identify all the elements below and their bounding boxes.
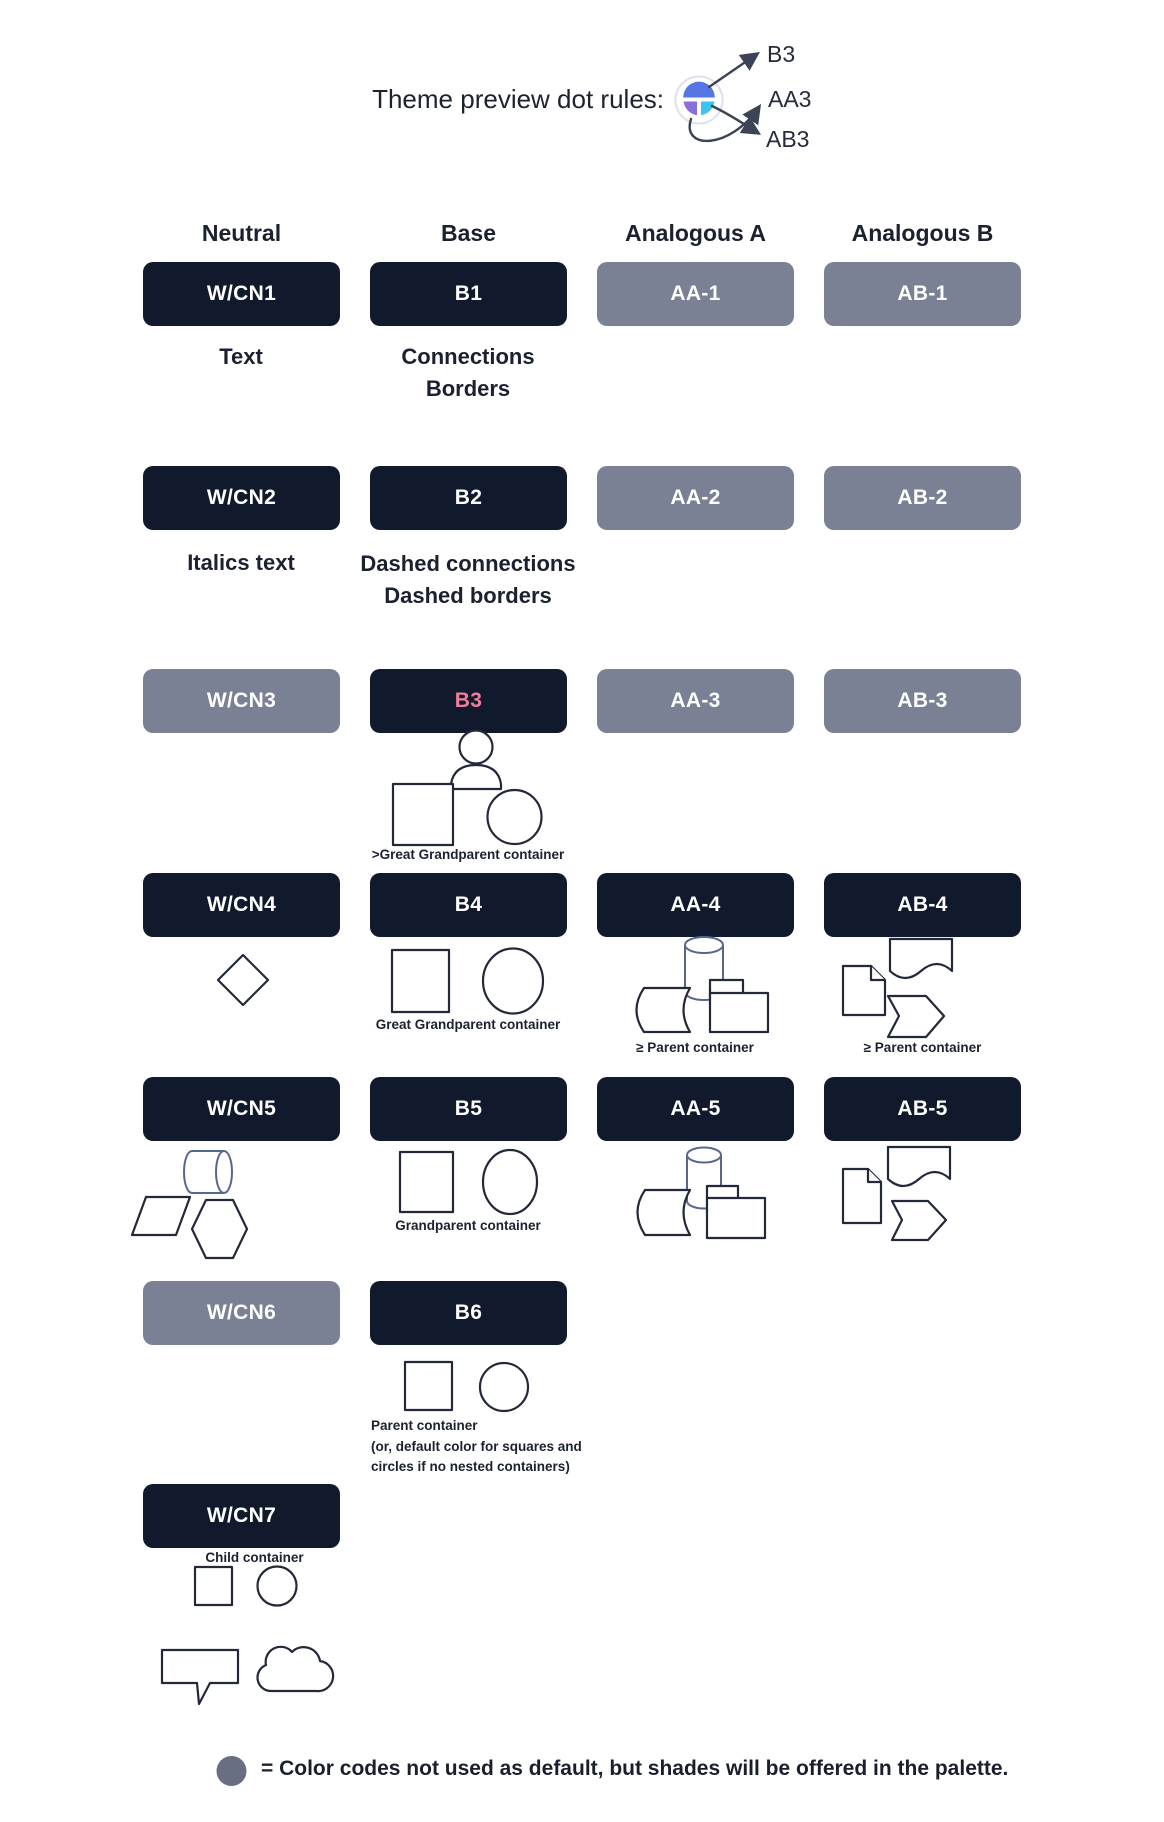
column-header-analogous-a: Analogous A — [625, 220, 766, 246]
wcn5-shape-group — [132, 1151, 247, 1258]
swatch-wcn4 — [143, 873, 340, 937]
square-shape — [400, 1152, 453, 1212]
swatch-label: W/CN1 — [206, 282, 277, 305]
theme-preview-dot-icon — [676, 77, 723, 124]
dot-target-label-b3: B3 — [767, 41, 796, 67]
circle-shape — [483, 1150, 537, 1214]
caption-b5: Grandparent container — [395, 1218, 541, 1233]
tabbed-rectangle-tab — [707, 1186, 738, 1201]
swatch-label: B4 — [454, 893, 483, 916]
b4-shape-group — [392, 949, 543, 1014]
caption-b4: Great Grandparent container — [375, 1017, 561, 1032]
square-shape — [392, 950, 449, 1012]
square-shape — [195, 1567, 232, 1605]
swatch-ab5 — [824, 1077, 1021, 1141]
swatch-label: AA-3 — [670, 689, 721, 712]
stored-data-shape — [638, 1190, 691, 1235]
swatch-wcn6 — [143, 1281, 340, 1345]
swatch-aa2 — [597, 466, 794, 530]
square-shape — [393, 784, 453, 845]
swatch-ab2 — [824, 466, 1021, 530]
swatch-label: B1 — [454, 282, 483, 305]
swatch-label: AA-5 — [670, 1097, 721, 1120]
circle-shape — [488, 790, 542, 844]
swatch-b3 — [370, 669, 567, 733]
caption-wcn2: Italics text — [187, 550, 295, 575]
tabbed-rectangle-shape — [710, 993, 768, 1032]
b5-shape-group — [400, 1150, 537, 1214]
hexagon-shape — [192, 1200, 247, 1258]
swatch-label: AA-1 — [670, 282, 721, 305]
b3-shape-group — [393, 731, 542, 846]
diamond-shape — [218, 955, 268, 1005]
aa4-shape-group — [637, 937, 769, 1032]
swatch-ab4 — [824, 873, 1021, 937]
swatch-wcn2 — [143, 466, 340, 530]
swatch-label: W/CN2 — [206, 486, 277, 509]
swatch-wcn1 — [143, 262, 340, 326]
caption-wcn7: Child container — [205, 1550, 304, 1565]
swatch-label: B2 — [454, 486, 483, 509]
document-shape — [843, 966, 885, 1015]
swatch-label: W/CN4 — [206, 893, 277, 916]
legend-dot-icon — [217, 1756, 247, 1786]
swatch-aa5 — [597, 1077, 794, 1141]
dot-rule-arrows — [690, 54, 759, 141]
page-title: Theme preview dot rules: — [372, 84, 664, 114]
person-head-icon — [460, 731, 493, 764]
column-header-neutral: Neutral — [201, 220, 282, 246]
caption-b2-line1: Dashed connections — [360, 551, 576, 576]
swatch-wcn7 — [143, 1484, 340, 1548]
person-icon — [451, 765, 501, 789]
caption-ab4: ≥ Parent container — [863, 1040, 982, 1055]
ab5-shape-group — [843, 1147, 950, 1240]
caption-b2-line2: Dashed borders — [384, 583, 552, 608]
stored-data-shape — [637, 988, 691, 1032]
swatch-aa4 — [597, 873, 794, 937]
tabbed-rectangle-shape — [707, 1198, 765, 1238]
tabbed-rectangle-tab — [710, 980, 743, 996]
document-shape — [843, 1169, 881, 1223]
caption-b3: >Great Grandparent container — [371, 847, 565, 862]
swatch-aa1 — [597, 262, 794, 326]
ab4-shape-group — [843, 939, 952, 1037]
swatch-label: W/CN5 — [206, 1097, 277, 1120]
wavy-banner-shape — [888, 1147, 950, 1186]
circle-shape — [483, 949, 543, 1014]
swatch-ab3 — [824, 669, 1021, 733]
speech-bubble-shape — [162, 1650, 238, 1704]
wavy-banner-shape — [890, 939, 952, 978]
swatch-b1 — [370, 262, 567, 326]
swatch-label: AB-3 — [897, 689, 948, 712]
caption-b6-line1: Parent container — [371, 1418, 478, 1433]
cloud-shape — [258, 1647, 334, 1691]
caption-b6-line3: circles if no nested containers) — [371, 1459, 570, 1474]
square-shape — [405, 1362, 452, 1410]
caption-wcn1: Text — [219, 344, 263, 369]
cylinder-end-icon — [216, 1151, 232, 1193]
arrow-to-aa3 — [690, 107, 759, 141]
swatch-label: B6 — [454, 1301, 483, 1324]
cylinder-top-icon — [687, 1148, 721, 1163]
swatch-label: W/CN3 — [206, 689, 277, 712]
swatch-label: W/CN7 — [206, 1504, 277, 1527]
arrow-to-b3 — [709, 54, 757, 87]
swatch-aa3 — [597, 669, 794, 733]
swatch-label: AA-4 — [670, 893, 721, 916]
chevron-shape — [888, 996, 944, 1037]
caption-aa4: ≥ Parent container — [636, 1040, 754, 1055]
cylinder-icon — [685, 945, 723, 1000]
caption-b6-line2: (or, default color for squares and — [371, 1439, 582, 1454]
chevron-shape — [892, 1201, 946, 1240]
swatch-label: AB-5 — [897, 1097, 948, 1120]
document-fold-icon — [871, 966, 885, 980]
swatch-label: AB-4 — [897, 893, 948, 916]
swatch-label: W/CN6 — [206, 1301, 277, 1324]
cylinder-top-icon — [685, 937, 723, 953]
dot-target-label-aa3: AA3 — [768, 86, 812, 112]
b6-shape-group — [405, 1362, 528, 1411]
wcn7-shape-group — [162, 1567, 333, 1705]
swatch-label: AB-1 — [897, 282, 948, 305]
caption-b1-line2: Borders — [425, 376, 511, 401]
parallelogram-shape — [132, 1197, 190, 1235]
swatch-b6 — [370, 1281, 567, 1345]
circle-shape — [480, 1363, 528, 1411]
aa5-shape-group — [638, 1148, 766, 1239]
swatch-label: AB-2 — [897, 486, 948, 509]
swatch-label: B5 — [454, 1097, 483, 1120]
swatch-b5 — [370, 1077, 567, 1141]
arrow-to-ab3 — [712, 106, 758, 133]
legend-text: = Color codes not used as default, but shades will be offered in the palette. — [261, 1757, 1009, 1780]
column-header-base: Base — [441, 220, 496, 246]
swatch-label: B3 — [454, 689, 483, 712]
circle-shape — [258, 1567, 297, 1606]
swatch-wcn3 — [143, 669, 340, 733]
swatch-b4 — [370, 873, 567, 937]
cylinder-icon — [687, 1155, 721, 1209]
dot-target-label-ab3: AB3 — [766, 126, 810, 152]
swatch-label: AA-2 — [670, 486, 721, 509]
swatch-ab1 — [824, 262, 1021, 326]
swatch-b2 — [370, 466, 567, 530]
swatch-wcn5 — [143, 1077, 340, 1141]
column-header-analogous-b: Analogous B — [851, 220, 994, 246]
document-fold-icon — [868, 1169, 881, 1182]
cylinder-horizontal-icon — [184, 1151, 224, 1193]
caption-b1-line1: Connections — [401, 344, 535, 369]
